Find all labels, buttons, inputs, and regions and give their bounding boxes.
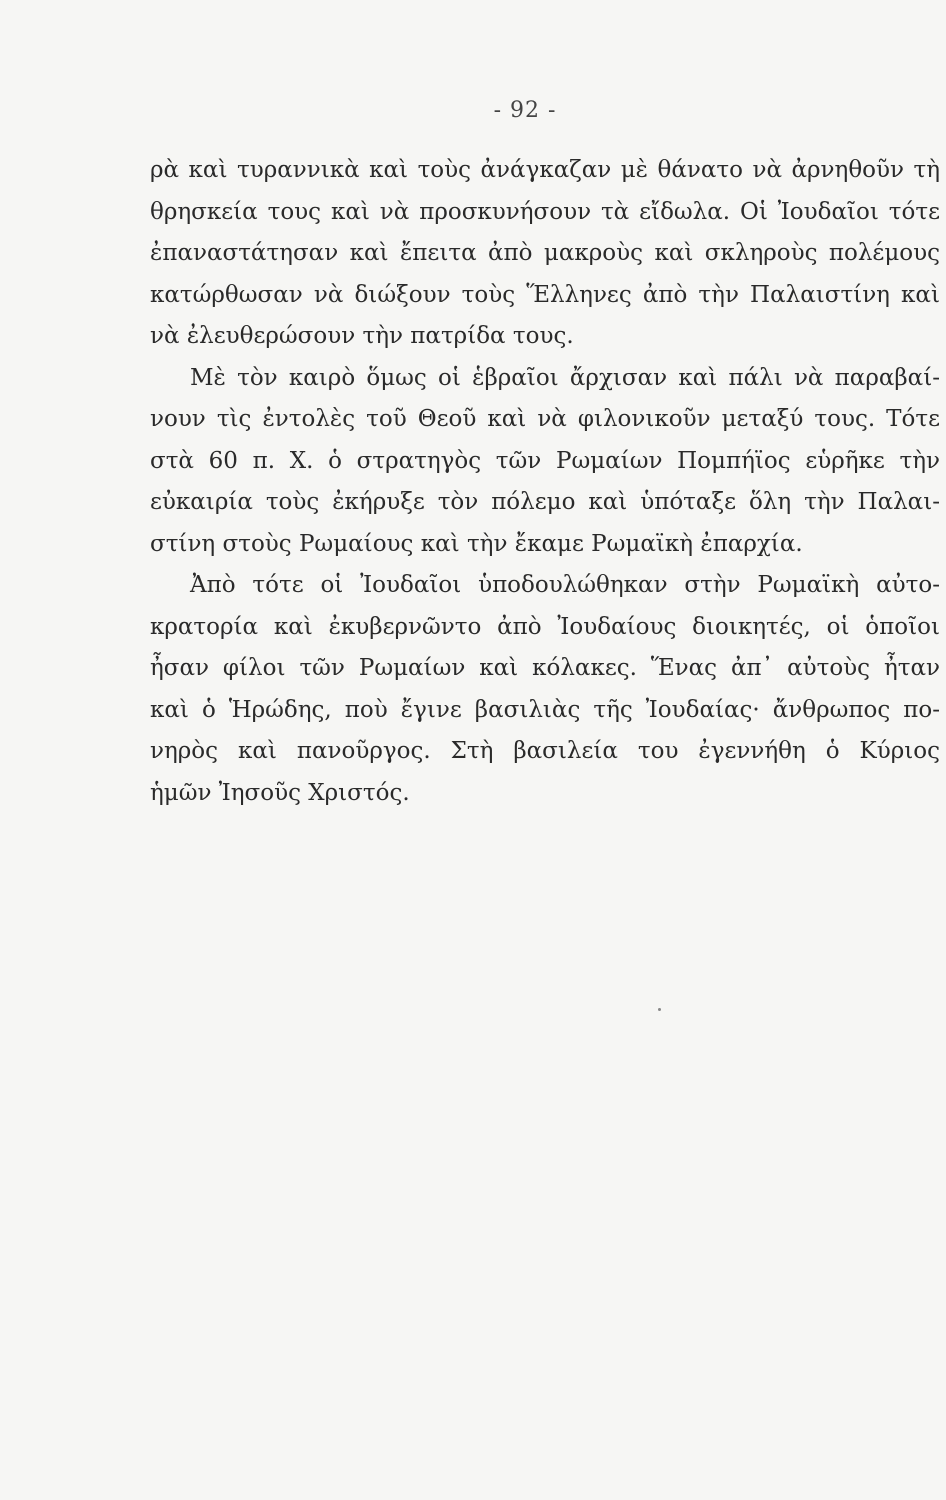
text-line: ρὰ καὶ τυραννικὰ καὶ τοὺς ἀνάγκαζαν μὲ θάνατο νὰ ἀρνηθοῦν τὴ [150, 157, 940, 183]
text-line: νὰ ἐλευθερώσουν τὴν πατρίδα τους. [150, 323, 574, 349]
text-line: ἦσαν φίλοι τῶν Ρωμαίων καὶ κόλακες. Ἕνας ἀπ᾽ αὐτοὺς ἦταν [150, 655, 940, 681]
text-line: ἐπαναστάτησαν καὶ ἔπειτα ἀπὸ μακροὺς καὶ σκληροὺς πολέμους [150, 240, 940, 266]
text-line: ἡμῶν Ἰησοῦς Χριστός. [150, 779, 410, 806]
text-line: κατώρθωσαν νὰ διώξουν τοὺς Ἕλληνες ἀπὸ τὴν Παλαιστίνη καὶ [150, 281, 940, 308]
page-number: - 92 - [493, 98, 557, 123]
body-text [150, 150, 940, 814]
text-line: στίνη στοὺς Ρωμαίους καὶ τὴν ἔκαμε Ρωμαϊκὴ ἐπαρχία. [150, 530, 803, 557]
text-line: στὰ 60 π. Χ. ὁ στρατηγὸς τῶν Ρωμαίων Πομπήϊος εὑρῆκε τὴν [150, 447, 940, 474]
text-line: θρησκεία τους καὶ νὰ προσκυνήσουν τὰ εἴδωλα. Οἱ Ἰουδαῖοι τότε [150, 198, 940, 225]
text-line: Μὲ τὸν καιρὸ ὅμως οἱ ἑβραῖοι ἄρχισαν καὶ πάλι νὰ παραβαί- [190, 364, 940, 391]
text-line: καὶ ὁ Ἡρώδης, ποὺ ἔγινε βασιλιὰς τῆς Ἰουδαίας· ἄνθρωπος πο- [150, 696, 940, 723]
text-line: κρατορία καὶ ἐκυβερνῶντο ἀπὸ Ἰουδαίους διοικητές, οἱ ὁποῖοι [150, 613, 940, 640]
text-line: εὐκαιρία τοὺς ἐκήρυξε τὸν πόλεμο καὶ ὑπόταξε ὅλη τὴν Παλαι- [150, 489, 940, 515]
text-line: νουν τὶς ἐντολὲς τοῦ Θεοῦ καὶ νὰ φιλονικοῦν μεταξύ τους. Τότε [150, 406, 940, 432]
page-number-value: 92 [510, 98, 540, 123]
paper-speck [658, 1008, 661, 1011]
text-line: Ἀπὸ τότε οἱ Ἰουδαῖοι ὑποδουλώθηκαν στὴν Ρωμαϊκὴ αὐτο- [190, 572, 940, 598]
text-line: νηρὸς καὶ πανοῦργος. Στὴ βασιλεία του ἐγεννήθη ὁ Κύριος [150, 738, 940, 764]
